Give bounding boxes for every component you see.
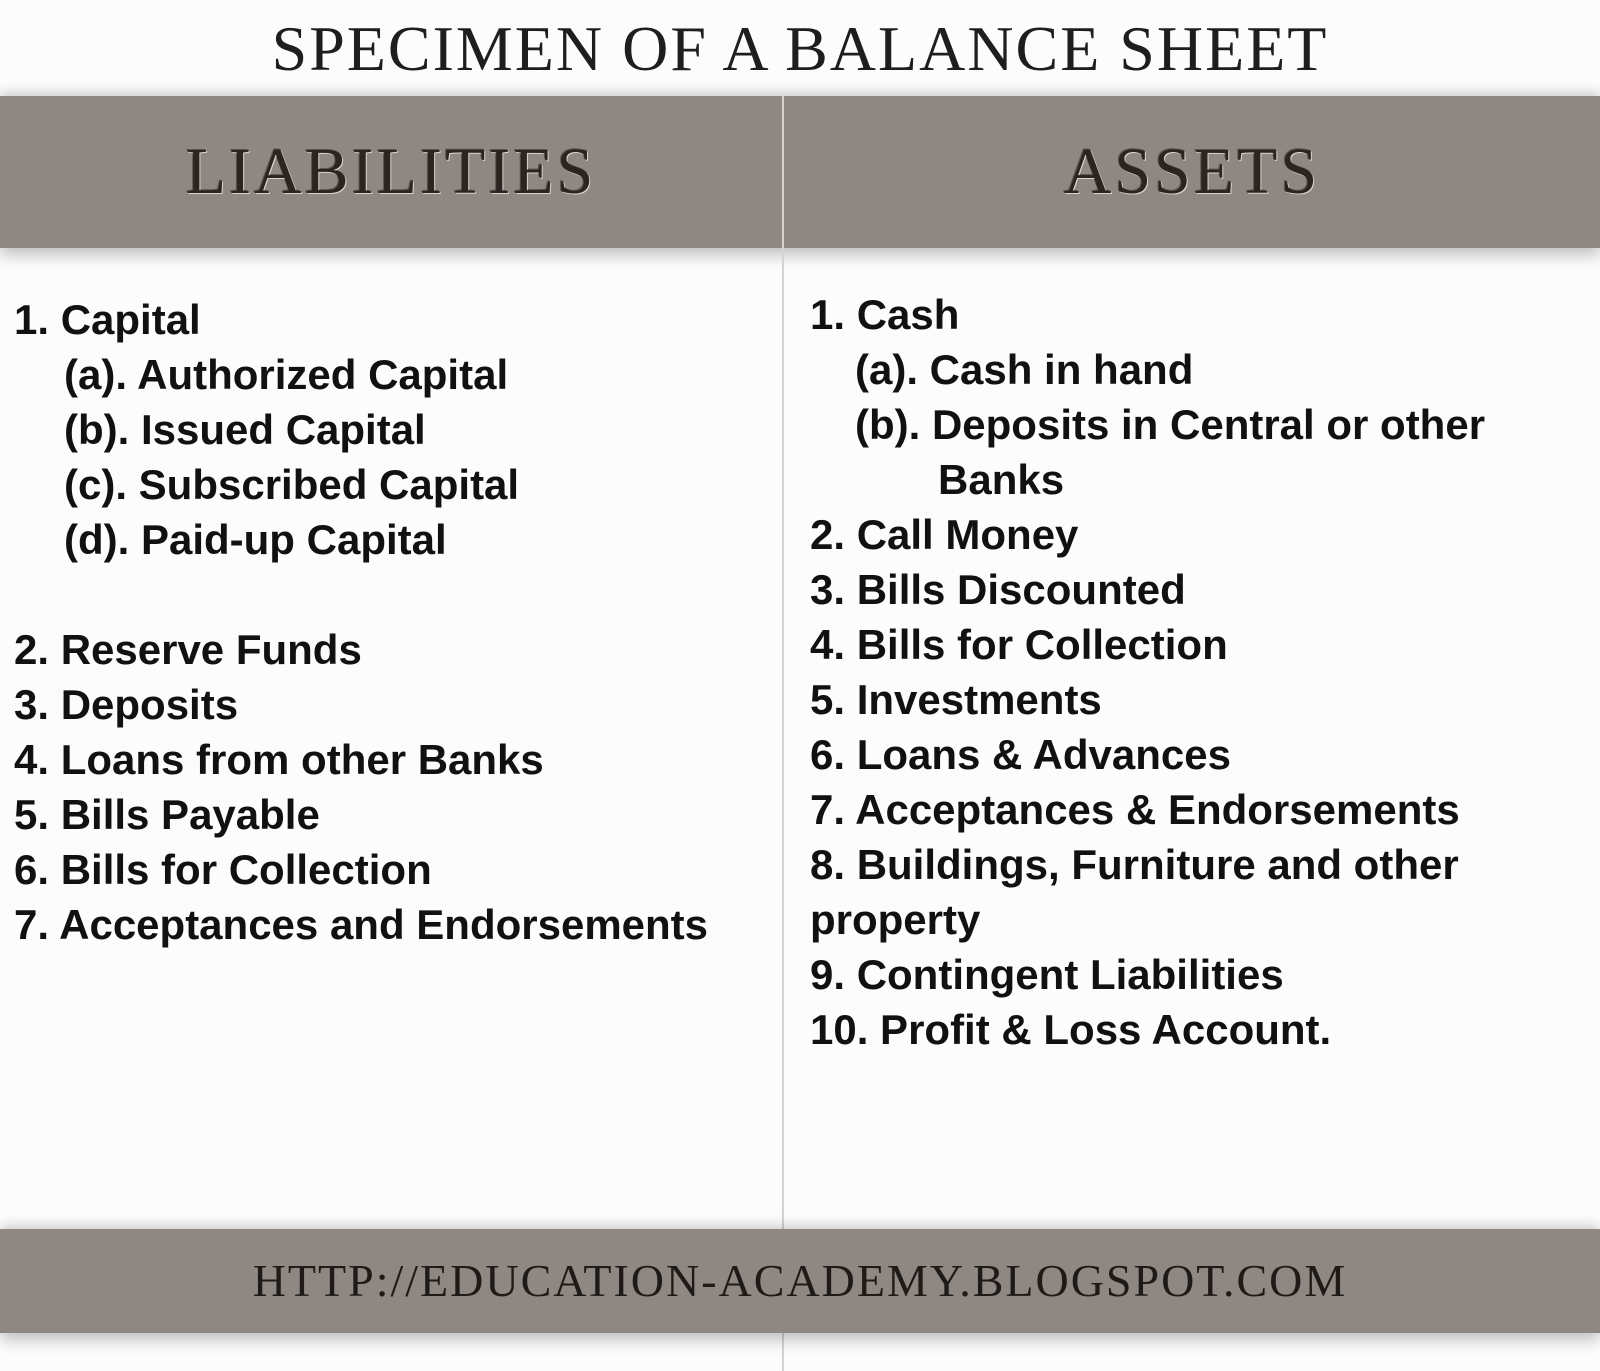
list-item: 4. Bills for Collection: [810, 621, 1228, 668]
list-item: 2. Reserve Funds: [14, 626, 362, 673]
list-item: (a). Cash in hand: [855, 346, 1194, 393]
list-item: 10. Profit & Loss Account.: [810, 1006, 1332, 1053]
list-item: 8. Buildings, Furniture and other: [810, 841, 1459, 888]
list-item: 4. Loans from other Banks: [14, 736, 544, 783]
list-item: 1. Capital: [14, 296, 201, 343]
list-item: 1. Cash: [810, 291, 960, 338]
list-item: 7. Acceptances and Endorsements: [14, 901, 709, 948]
list-item: (c). Subscribed Capital: [64, 461, 520, 508]
list-item: 2. Call Money: [810, 511, 1079, 558]
liabilities-heading: LIABILITIES: [185, 135, 597, 208]
list-item: (a). Authorized Capital: [64, 351, 509, 398]
list-item: 7. Acceptances & Endorsements: [810, 786, 1460, 833]
list-item: Banks: [938, 456, 1065, 503]
page-title: SPECIMEN OF A BALANCE SHEET: [271, 13, 1329, 84]
assets-heading: ASSETS: [1063, 135, 1321, 208]
list-item: (b). Issued Capital: [64, 406, 426, 453]
column-divider: [782, 96, 784, 1371]
list-item: (d). Paid-up Capital: [64, 516, 447, 563]
list-item: 5. Investments: [810, 676, 1102, 723]
list-item: (b). Deposits in Central or other: [855, 401, 1486, 448]
footer-url: HTTP://EDUCATION-ACADEMY.BLOGSPOT.COM: [252, 1255, 1348, 1306]
list-item: 9. Contingent Liabilities: [810, 951, 1284, 998]
list-item: 5. Bills Payable: [14, 791, 320, 838]
list-item: 6. Bills for Collection: [14, 846, 432, 893]
assets-list: [810, 287, 1590, 1057]
list-spacer: [14, 567, 774, 622]
list-item: 3. Deposits: [14, 681, 239, 728]
list-item: property: [810, 896, 981, 943]
list-item: 6. Loans & Advances: [810, 731, 1231, 778]
list-item: 3. Bills Discounted: [810, 566, 1186, 613]
liabilities-list: [14, 292, 774, 952]
